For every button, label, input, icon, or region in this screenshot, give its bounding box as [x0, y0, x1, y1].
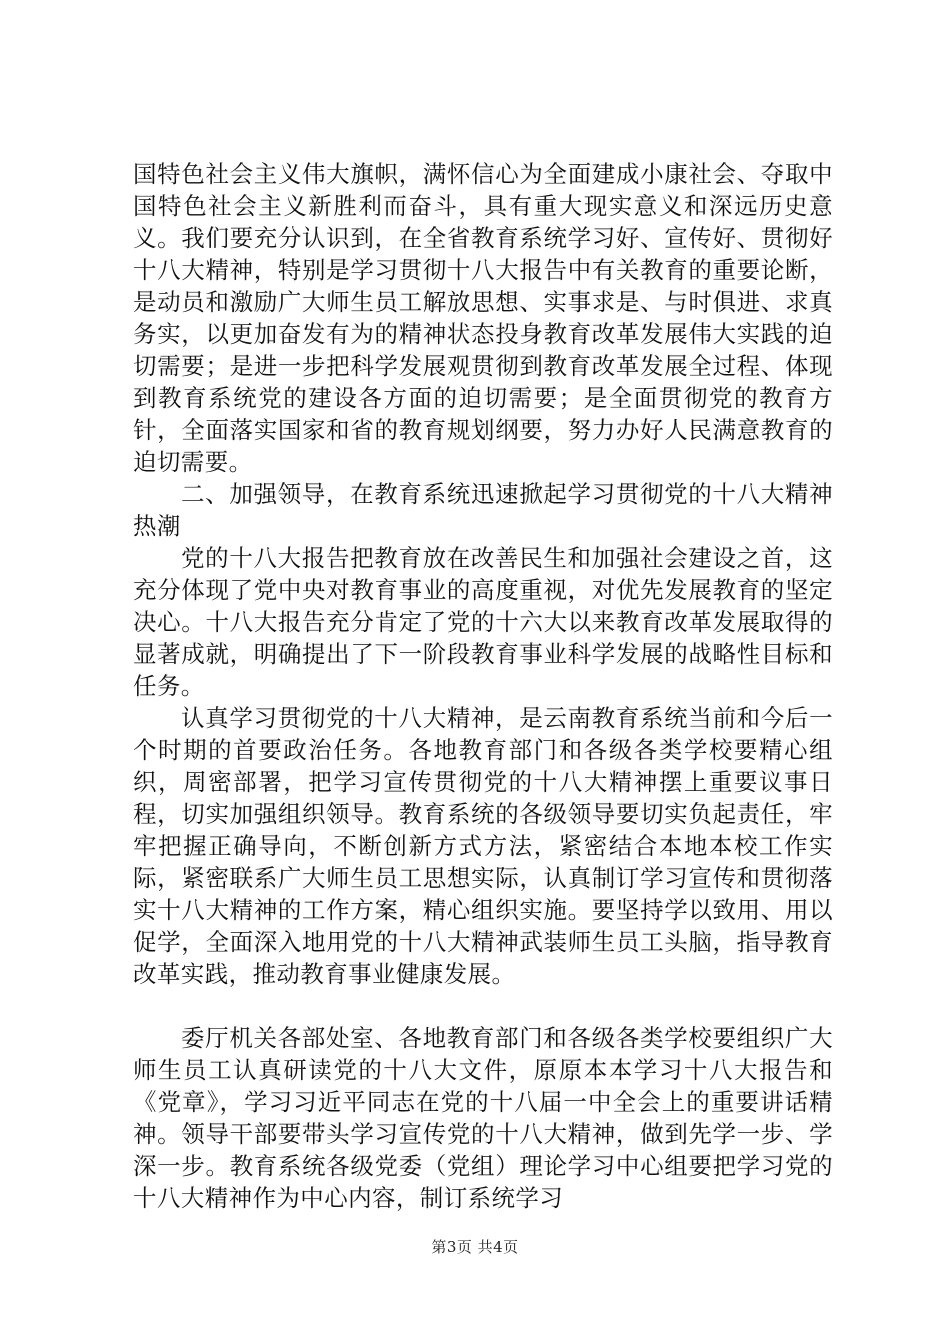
paragraph-continuation: 国特色社会主义伟大旗帜，满怀信心为全面建成小康社会、夺取中国特色社会主义新胜利而奋斗，具有重大现实意义和深远历史意义。我们要充分认识到，在全省教育系统学习好、宣传好、贯彻好十八大精神，特别是学习贯彻十八大报告中有关教育的重要论断，是动员和激励广大师生员工解放思想、实事求是、与时俱进、求真务实，以更加奋发有为的精神状态投身教育改革发展伟大实践的迫切需要；是进一步把科学发展观贯彻到教育改革发展全过程、体现到教育系统党的建设各方面的迫切需要；是全面贯彻党的教育方针，全面落实国家和省的教育规划纲要，努力办好人民满意教育的迫切需要。 [133, 160, 833, 476]
page-number-footer: 第3页 共4页 [431, 1238, 519, 1256]
paragraph: 党的十八大报告把教育放在改善民生和加强社会建设之首，这充分体现了党中央对教育事业的高度重视，对优先发展教育的坚定决心。十八大报告充分肯定了党的十六大以来教育改革发展取得的显著成就，明确提出了下一阶段教育事业科学发展的战略性目标和任务。 [133, 544, 833, 700]
paragraph: 认真学习贯彻党的十八大精神，是云南教育系统当前和今后一个时期的首要政治任务。各地教育部门和各级各类学校要精心组织，周密部署，把学习宣传贯彻党的十八大精神摆上重要议事日程，切实加强组织领导。教育系统的各级领导要切实负起责任，牢牢把握正确导向，不断创新方式方法，紧密结合本地本校工作实际，紧密联系广大师生员工思想实际，认真制订学习宣传和贯彻落实十八大精神的工作方案，精心组织实施。要坚持学以致用、用以促学，全面深入地用党的十八大精神武装师生员工头脑，指导教育改革实践，推动教育事业健康发展。 [133, 704, 833, 988]
document-body [133, 158, 833, 1214]
paragraph: 委厅机关各部处室、各地教育部门和各级各类学校要组织广大师生员工认真研读党的十八大文件，原原本本学习十八大报告和《党章》，学习习近平同志在党的十八届一中全会上的重要讲话精神。领导干部要带头学习宣传党的十八大精神，做到先学一步、学深一步。教育系统各级党委（党组）理论学习中心组要把学习党的十八大精神作为中心内容，制订系统学习 [133, 1024, 833, 1212]
section-heading: 二、加强领导，在教育系统迅速掀起学习贯彻党的十八大精神热潮 [133, 480, 833, 540]
